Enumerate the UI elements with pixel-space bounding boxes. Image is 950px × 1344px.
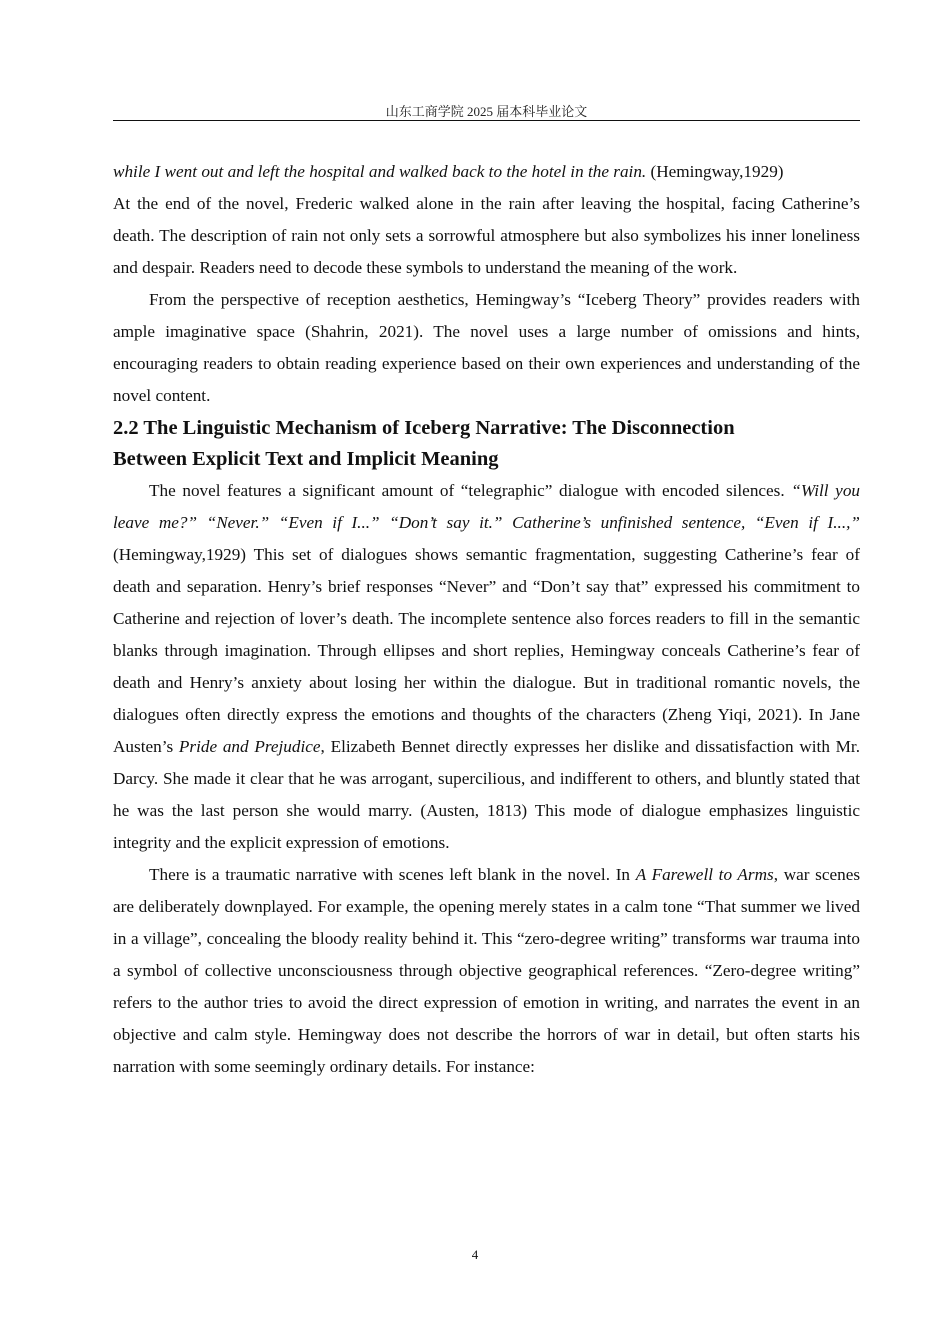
header-rule <box>113 120 860 121</box>
dialogue-quote: “Will you leave me?” “Never.” “Even if I...” “Don’t say it.” Catherine’s unfinished sentence, “Even if I...,” <box>113 481 861 532</box>
quote-continuation-line <box>113 156 860 188</box>
page-body <box>113 156 860 1083</box>
paragraph-rain-symbolism: At the end of the novel, Frederic walked alone in the rain after leaving the hospital, facing Catherine’s death. The description of rain not only sets a sorrowful atmosphere but also symbolizes his inner loneliness and despair. Readers need to decode these symbols to understand the meaning of the work. <box>113 194 860 277</box>
citation: (Hemingway,1929) <box>646 162 784 181</box>
paragraph-traumatic-narrative <box>113 859 860 1083</box>
text-run: There is a traumatic narrative with scenes left blank in the novel. In <box>149 865 636 884</box>
running-header: 山东工商学院 2025 届本科毕业论文 <box>385 104 588 119</box>
paragraph-reception-aesthetics: From the perspective of reception aesthetics, Hemingway’s “Iceberg Theory” provides readers with ample imaginative space (Shahrin, 2021). The novel uses a large number of omissions and hints, encouraging readers to obtain reading experience based on their own experiences and understanding of the novel content. <box>113 290 860 405</box>
section-heading-line2: Between Explicit Text and Implicit Meaning <box>113 448 499 470</box>
text-run: , war scenes are deliberately downplayed. For example, the opening merely states in a calm tone “That summer we lived in a village”, concealing the bloody reality behind it. This “zero-degree writing” transforms war trauma into a symbol of collective unconsciousness through objective geographical references. “Zero-degree writing” refers to the author tries to avoid the direct expression of emotion in writing, and narrates the event in an objective and calm style. Hemingway does not describe the horrors of war in detail, but often starts his narration with some seemingly ordinary details. For instance: <box>113 865 861 1076</box>
section-heading <box>113 412 860 475</box>
book-title: Pride and Prejudice <box>178 737 321 756</box>
text-run: The novel features a significant amount of “telegraphic” dialogue with encoded silences. <box>149 481 792 500</box>
paragraph-telegraphic-dialogue <box>113 475 860 859</box>
section-heading-line1: 2.2 The Linguistic Mechanism of Iceberg Narrative: The Disconnection <box>113 417 735 439</box>
page-number: 4 <box>471 1247 479 1262</box>
book-title: A Farewell to Arms <box>635 865 774 884</box>
text-run: (Hemingway,1929) This set of dialogues shows semantic fragmentation, suggesting Catherine’s fear of death and separation. Henry’s brief responses “Never” and “Don’t say that” expressed his commitment to Catherine and rejection of lover’s death. The incomplete sentence also forces readers to fill in the semantic blanks through imagination. Through ellipses and short replies, Hemingway conceals Catherine’s fear of death and Henry’s anxiety about losing her within the dialogue. But in traditional romantic novels, the dialogues often directly express the emotions and thoughts of the characters (Zheng Yiqi, 2021). In Jane Austen’s <box>113 545 860 756</box>
text-run: , Elizabeth Bennet directly expresses her dislike and dissatisfaction with Mr. Darcy. She made it clear that he was arrogant, supercilious, and indifferent to others, and bluntly stated that he was the last person she would marry. (Austen, 1813) This mode of dialogue emphasizes linguistic integrity and the explicit expression of emotions. <box>113 737 861 852</box>
novel-quote: while I went out and left the hospital and walked back to the hotel in the rain. <box>113 162 647 181</box>
